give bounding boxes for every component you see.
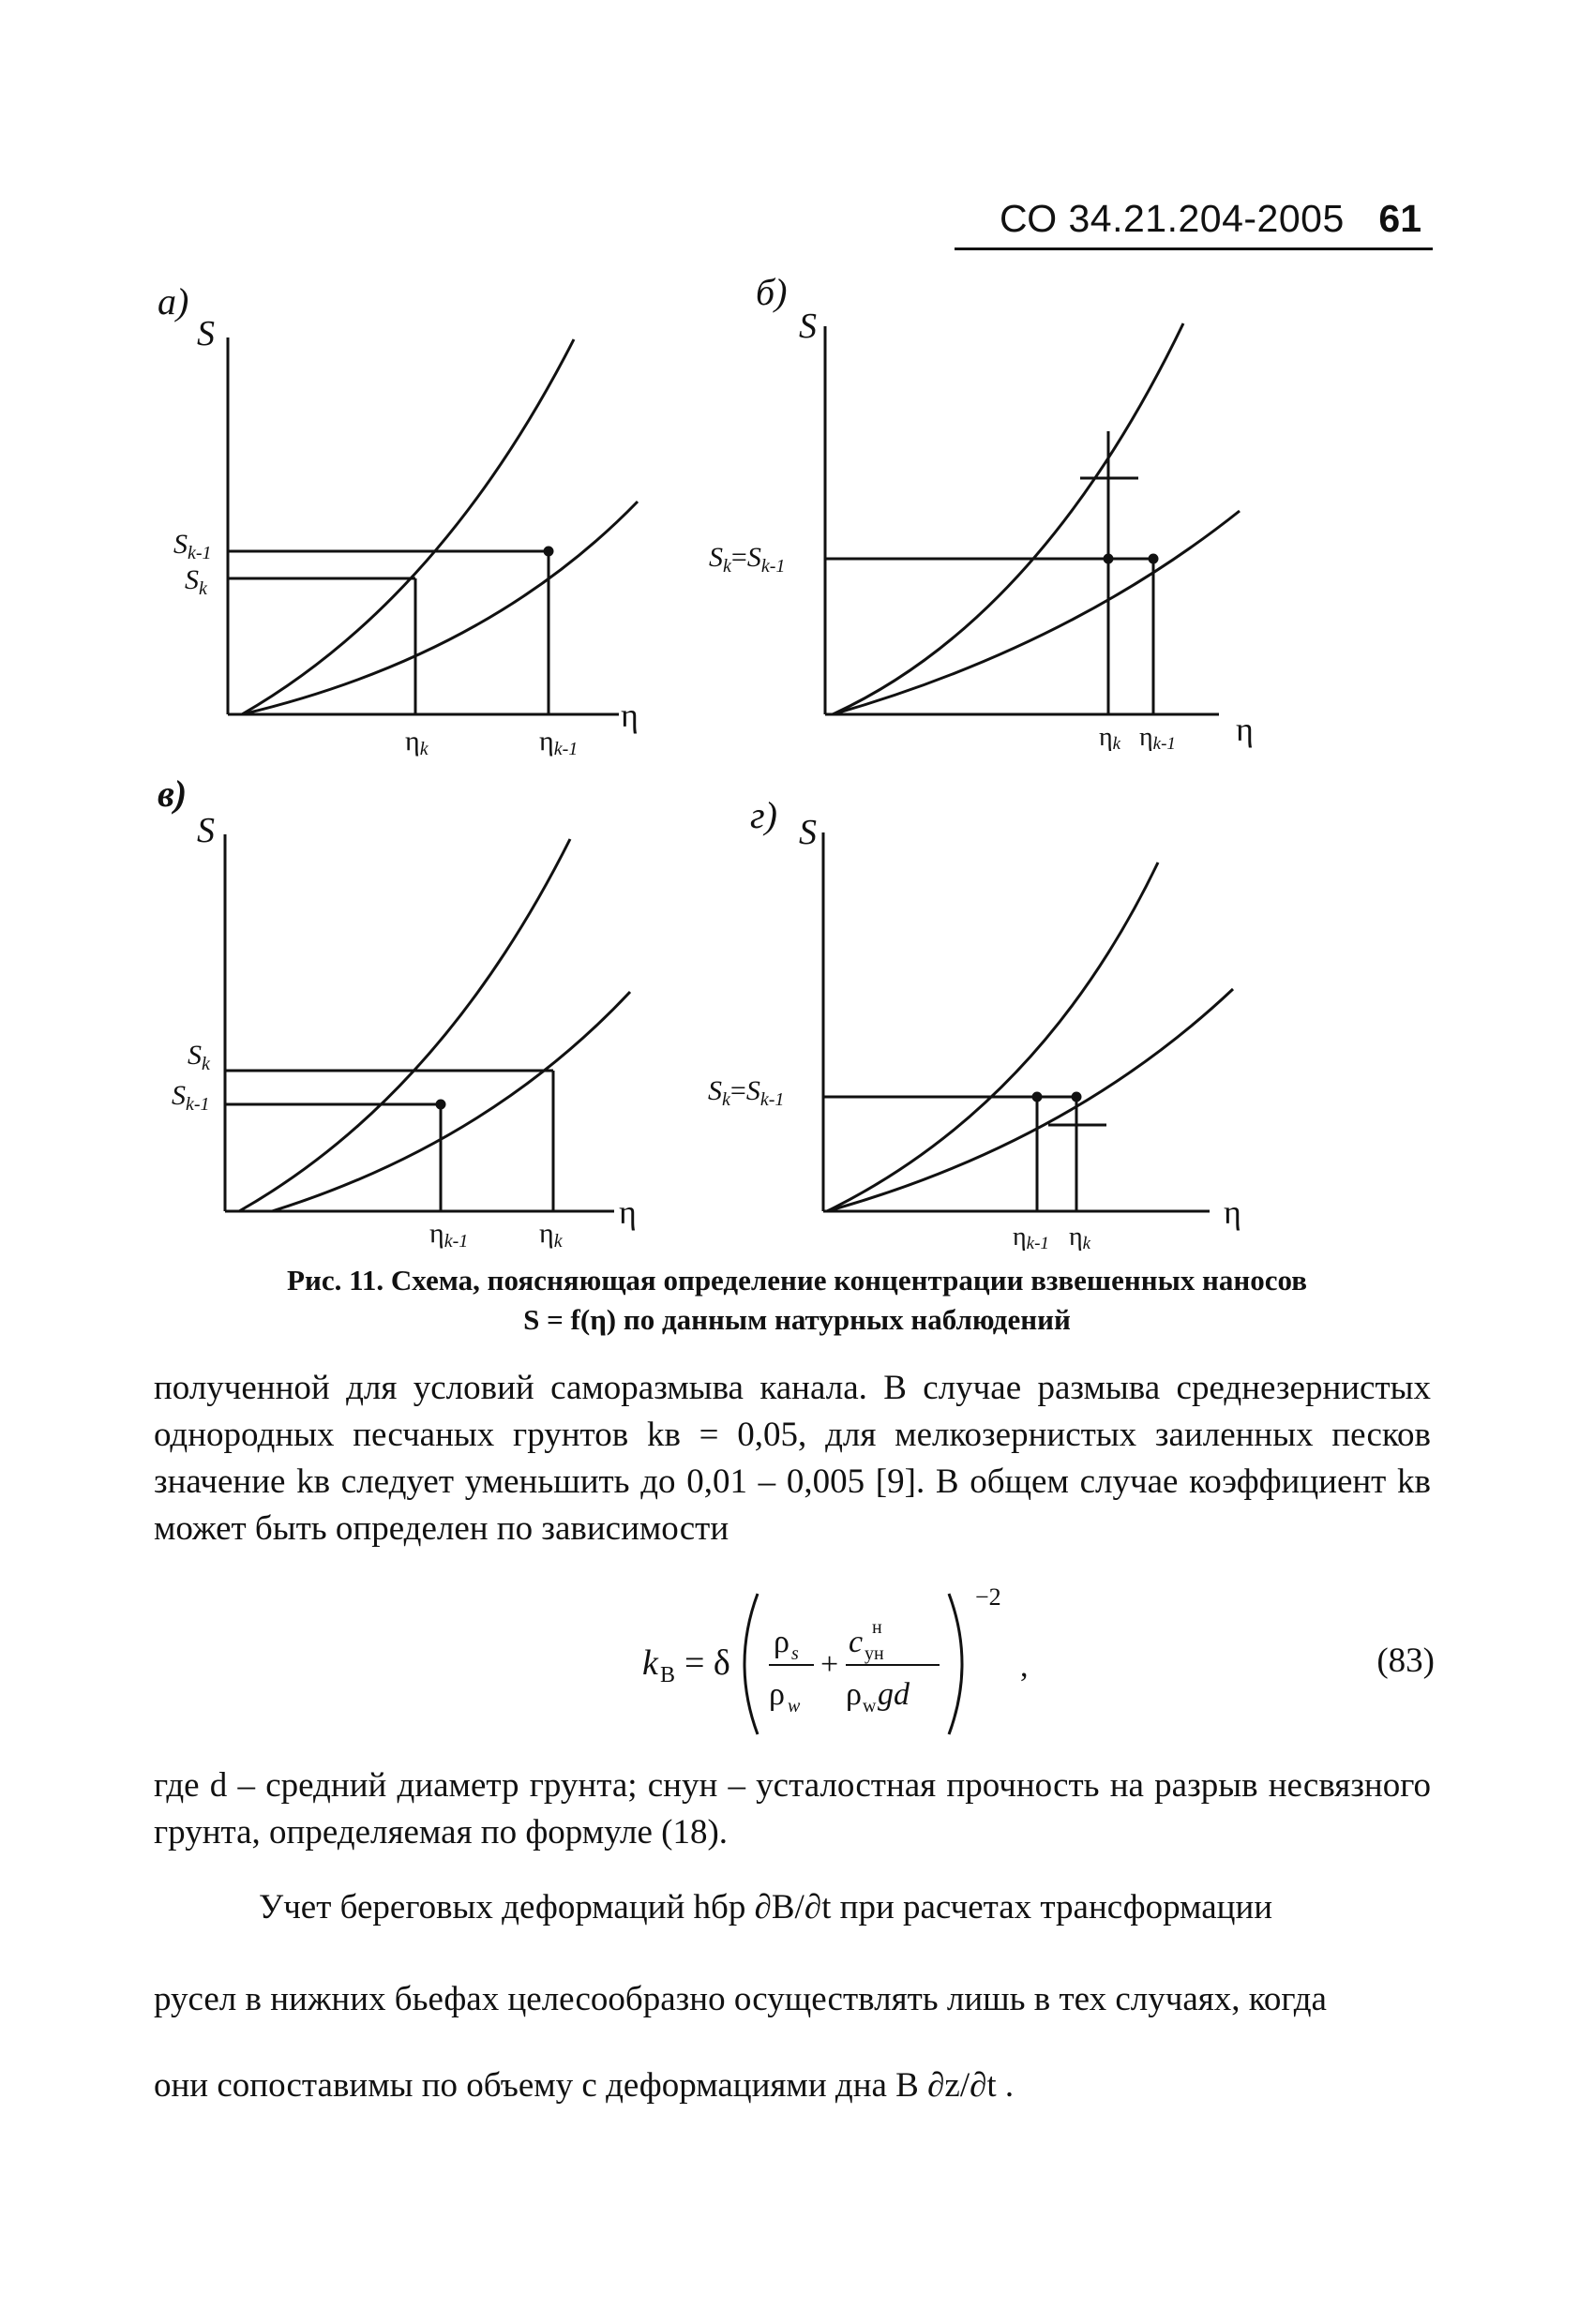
panel-a-label-s: S	[185, 564, 199, 595]
paragraph-5: они сопоставимы по объему с деформациями дна B ∂z/∂t .	[154, 2066, 1015, 2105]
panel-b-point-2	[1150, 555, 1157, 562]
caption-line-2: S = f(η) по данным натурных наблюдений	[523, 1303, 1071, 1336]
panel-d-point-2	[1073, 1093, 1080, 1101]
svg-text:ρ: ρ	[846, 1677, 862, 1712]
panel-d-label-s: S	[708, 1075, 722, 1106]
panel-d-point-1	[1033, 1093, 1041, 1101]
panel-a-y-axis-label: S	[197, 314, 215, 353]
svg-text:ηk	[405, 726, 429, 759]
svg-text:w: w	[863, 1696, 877, 1717]
panel-c-letter: в)	[158, 772, 188, 815]
panel-b-label-s: S	[746, 542, 761, 573]
panel-c-tick-eta: η	[539, 1218, 554, 1249]
svg-text:k: k	[642, 1643, 658, 1683]
panel-a-label-sub: k-1	[188, 543, 212, 563]
panel-a	[158, 280, 639, 759]
panel-c-tick-sub: k	[553, 1231, 563, 1252]
figure-caption	[169, 1261, 1425, 1340]
panel-d-label-sub: k-1	[759, 1089, 785, 1110]
paragraph-2: где d – средний диаметр грунта; cнун – усталостная прочность на разрыв несвязного грунта, определяемая по формуле (18).	[154, 1766, 1431, 1852]
panel-b-curve-upper	[833, 323, 1183, 714]
paragraph-4: русел в нижних бьефах целесообразно осуществлять лишь в тех случаях, когда	[154, 1980, 1327, 2018]
panel-a-tick-sub: k-1	[553, 739, 579, 759]
panel-b-letter: б)	[756, 271, 788, 313]
svg-text:Sk	[185, 564, 208, 599]
svg-text:ρ: ρ	[769, 1677, 785, 1712]
panel-a-label-sub: k	[199, 578, 207, 599]
svg-text:н: н	[872, 1617, 882, 1638]
panel-b-tick-sub: k-1	[1152, 734, 1176, 754]
panel-a-curve-lower	[242, 502, 638, 714]
panel-d	[708, 794, 1241, 1253]
svg-text:w: w	[788, 1696, 801, 1717]
panel-a-letter: а)	[158, 280, 189, 322]
svg-text:ηk	[1099, 723, 1121, 754]
svg-text:ун: ун	[865, 1643, 884, 1664]
panel-b-label-sub: k	[723, 556, 731, 577]
svg-text:= δ: = δ	[684, 1643, 730, 1683]
panel-b	[709, 271, 1254, 754]
svg-text:ηk-1	[429, 1218, 468, 1252]
panel-a-label-s: S	[173, 529, 188, 560]
panel-d-label-eq: =	[729, 1075, 746, 1106]
equation-number: (83)	[1376, 1642, 1435, 1680]
standard-code: СО 34.21.204-2005	[1000, 197, 1345, 240]
panel-c-label-sub: k	[202, 1054, 210, 1074]
panel-d-curve-upper	[827, 862, 1158, 1211]
panel-c-curve-lower	[272, 992, 630, 1211]
svg-text:ηk-1	[539, 726, 578, 759]
svg-text:Sk-1	[172, 1080, 210, 1115]
panel-d-letter: г)	[750, 794, 777, 836]
panel-c	[158, 772, 637, 1252]
formula-83-drawing	[563, 1584, 1435, 1744]
panel-d-label-sub: k	[722, 1089, 730, 1110]
panel-c-label-s: S	[188, 1040, 202, 1071]
svg-text:ηk-1	[1139, 723, 1176, 754]
svg-text:gd: gd	[878, 1677, 910, 1712]
panel-b-label-s: S	[709, 542, 723, 573]
svg-text:,: ,	[1020, 1649, 1029, 1684]
svg-text:c: c	[849, 1625, 864, 1659]
panel-d-tick-eta: η	[1069, 1222, 1083, 1252]
svg-text:В: В	[660, 1663, 676, 1687]
svg-text:Sk=Sk-1	[708, 1075, 784, 1110]
panel-b-point-1	[1105, 555, 1112, 562]
svg-text:ηk	[1069, 1222, 1091, 1253]
panel-b-x-axis-label: η	[1236, 711, 1254, 748]
panel-c-label-s: S	[172, 1080, 186, 1111]
panel-a-point	[545, 547, 552, 555]
panel-c-x-axis-label: η	[619, 1193, 637, 1231]
panel-c-point	[437, 1101, 444, 1108]
svg-text:+: +	[820, 1647, 839, 1682]
formula-83	[563, 1584, 1435, 1744]
svg-text:Sk-1	[173, 529, 212, 563]
panel-b-tick-sub: k	[1112, 734, 1121, 754]
paragraph-3: Учет береговых деформаций hбр ∂B/∂t при расчетах трансформации	[259, 1888, 1273, 1927]
svg-text:Sk=Sk-1	[709, 542, 785, 577]
panel-c-tick-sub: k-1	[444, 1231, 469, 1252]
panel-a-tick-eta: η	[539, 726, 554, 757]
panel-b-label-sub: k-1	[760, 556, 786, 577]
paragraph-1: полученной для условий саморазмыва канала. В случае размыва среднезернистых однородных песчаных грунтов kв = 0,05, для мелкозернистых заиленных песков значение kв следует уменьшить до 0,01 – 0,005 [9]. В общем случае коэффициент kв может быть определен по зависимости	[154, 1369, 1431, 1548]
panel-d-y-axis-label: S	[799, 813, 817, 852]
panel-a-tick-eta: η	[405, 726, 420, 757]
panel-a-tick-sub: k	[419, 739, 429, 759]
svg-text:ρ: ρ	[774, 1625, 789, 1659]
panel-d-label-s: S	[745, 1075, 760, 1106]
svg-text:ηk-1	[1013, 1222, 1049, 1253]
svg-text:Sk	[188, 1040, 211, 1074]
panel-c-curve-upper	[239, 839, 570, 1211]
panel-b-label-eq: =	[730, 542, 747, 573]
panel-d-tick-sub: k	[1082, 1234, 1091, 1253]
svg-text:−2: −2	[975, 1584, 1001, 1611]
caption-line-1: Рис. 11. Схема, поясняющая определение концентрации взвешенных наносов	[287, 1264, 1307, 1297]
panel-a-x-axis-label: η	[621, 697, 639, 734]
panel-d-x-axis-label: η	[1224, 1193, 1241, 1231]
panel-d-tick-sub: k-1	[1026, 1234, 1049, 1253]
page-number: 61	[1378, 197, 1421, 240]
panel-b-tick-eta: η	[1099, 723, 1113, 752]
panel-b-tick-eta: η	[1139, 723, 1153, 752]
panel-b-curve-lower	[833, 511, 1240, 714]
panel-c-y-axis-label: S	[197, 811, 215, 850]
panel-c-label-sub: k-1	[186, 1094, 210, 1115]
panel-c-tick-eta: η	[429, 1218, 444, 1249]
svg-text:s: s	[791, 1643, 799, 1664]
svg-text:ηk	[539, 1218, 564, 1252]
panel-b-y-axis-label: S	[799, 307, 817, 346]
panel-d-tick-eta: η	[1013, 1222, 1027, 1252]
